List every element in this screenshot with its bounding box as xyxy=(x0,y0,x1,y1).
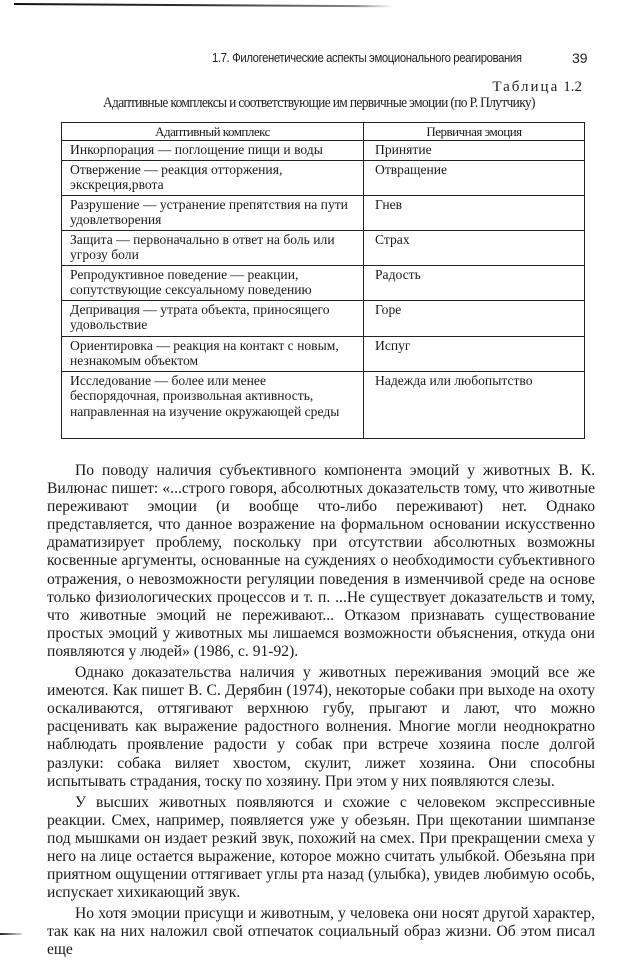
running-head: 1.7. Филогенетические аспекты эмоционального реагирования xyxy=(212,50,522,65)
cell-emotion: Надежда или любопытство xyxy=(364,372,585,439)
paragraph: По поводу наличия субъективного компонента эмоций у животных В. К. Вилюнас пишет: «...строго говоря, абсолютных доказательств тому, что животные переживают эмоции (и вообще что-либо переживают) нет. Однако представляется, что данное возражение на формальном основании искусственно драматизирует проблему, поскольку при отсутствии абсолютных возможны косвенные аргументы, основанные на суждениях о необходимости субъективного отражения, о невозможности регуляции поведения в изменчивой среде на основе только физиологических процессов и т. п. ...Не существует доказательств и тому, что животные эмоций не переживают... Отказом признавать существование простых эмоций у животных мы лишаемся возможности объяснения, откуда они появляются у людей» (1986, с. 91-92). xyxy=(47,462,595,660)
bottom-scan-mark xyxy=(0,933,22,935)
cell-complex: Разрушение — устранение препятствия на пути удовлетворения xyxy=(62,196,364,231)
cell-complex: Инкорпорация — поглощение пищи и воды xyxy=(62,141,364,161)
table-row xyxy=(62,141,585,161)
cell-emotion: Горе xyxy=(364,301,585,337)
cell-complex: Репродуктивное поведение — реакции, сопутствующие сексуальному поведению xyxy=(62,266,364,301)
paragraph: У высших животных появляются и схожие с человеком экспрессивные реакции. Смех, например, появляется уже у обезьян. При щекотании шимпанзе под мышками он издает резкий звук, похожий на смех. При прекращении смеха у него на лице остается выражение, которое можно считать улыбкой. Обезьяна при приятном ощущении оттягивает углы рта назад (улыбка), увидев любимую особь, испускает хихикающий звук. xyxy=(47,793,595,902)
table-header-row xyxy=(62,123,585,141)
cell-complex: Отвержение — реакция отторжения, экскреция,рвота xyxy=(62,161,364,196)
cell-emotion: Гнев xyxy=(364,196,585,231)
cell-emotion: Страх xyxy=(364,231,585,266)
table-row xyxy=(62,231,585,266)
page-number: 39 xyxy=(572,50,588,66)
paragraph: Однако доказательства наличия у животных переживания эмоций все же имеются. Как пишет В. С. Дерябин (1974), некоторые собаки при выходе на охоту оскаливаются, оттягивают верхнюю губу, прыгают и лают, что можно расценивать как выражение радостного волнения. Многие могли неоднократно наблюдать проявление радости у собак при встрече хозяина после долгой разлуки: собака виляет хвостом, скулит, лижет хозяина. Они способны испытывать страдания, тоску по хозяину. При этом у них появляются слезы. xyxy=(47,664,595,790)
table-row xyxy=(62,372,585,439)
cell-emotion: Принятие xyxy=(364,141,585,161)
cell-complex: Депривация — утрата объекта, приносящего удовольствие xyxy=(62,301,364,337)
table-caption: Адаптивные комплексы и соответствующие им первичные эмоции (по Р. Плутчику) xyxy=(103,95,535,111)
table-row xyxy=(62,301,585,337)
cell-complex: Ориентировка — реакция на контакт с новым, незнакомым объектом xyxy=(62,337,364,372)
paragraph: Но хотя эмоции присущи и животным, у человека они носят другой характер, так как на них наложил свой отпечаток социальный образ жизни. Об этом писал еще xyxy=(47,905,595,959)
body-text xyxy=(47,462,595,963)
table-label xyxy=(492,79,582,96)
table-label-number: 1.2 xyxy=(563,79,582,95)
cell-complex: Защита — первоначально в ответ на боль или угрозу боли xyxy=(62,231,364,266)
cell-emotion: Радость xyxy=(364,266,585,301)
top-scan-rule xyxy=(14,3,394,7)
table-label-word: Таблица xyxy=(492,79,560,95)
table-row xyxy=(62,337,585,372)
table-row xyxy=(62,161,585,196)
header-primary-emotion: Первичная эмоция xyxy=(364,123,585,141)
cell-emotion: Отвращение xyxy=(364,161,585,196)
header-adaptive-complex: Адаптивный комплекс xyxy=(62,123,364,141)
emotions-table xyxy=(61,122,585,439)
table-row xyxy=(62,266,585,301)
cell-complex: Исследование — более или менее беспорядочная, произвольная активность, направленная на изучение окружающей среды xyxy=(62,372,364,439)
cell-emotion: Испуг xyxy=(364,337,585,372)
table-row xyxy=(62,196,585,231)
